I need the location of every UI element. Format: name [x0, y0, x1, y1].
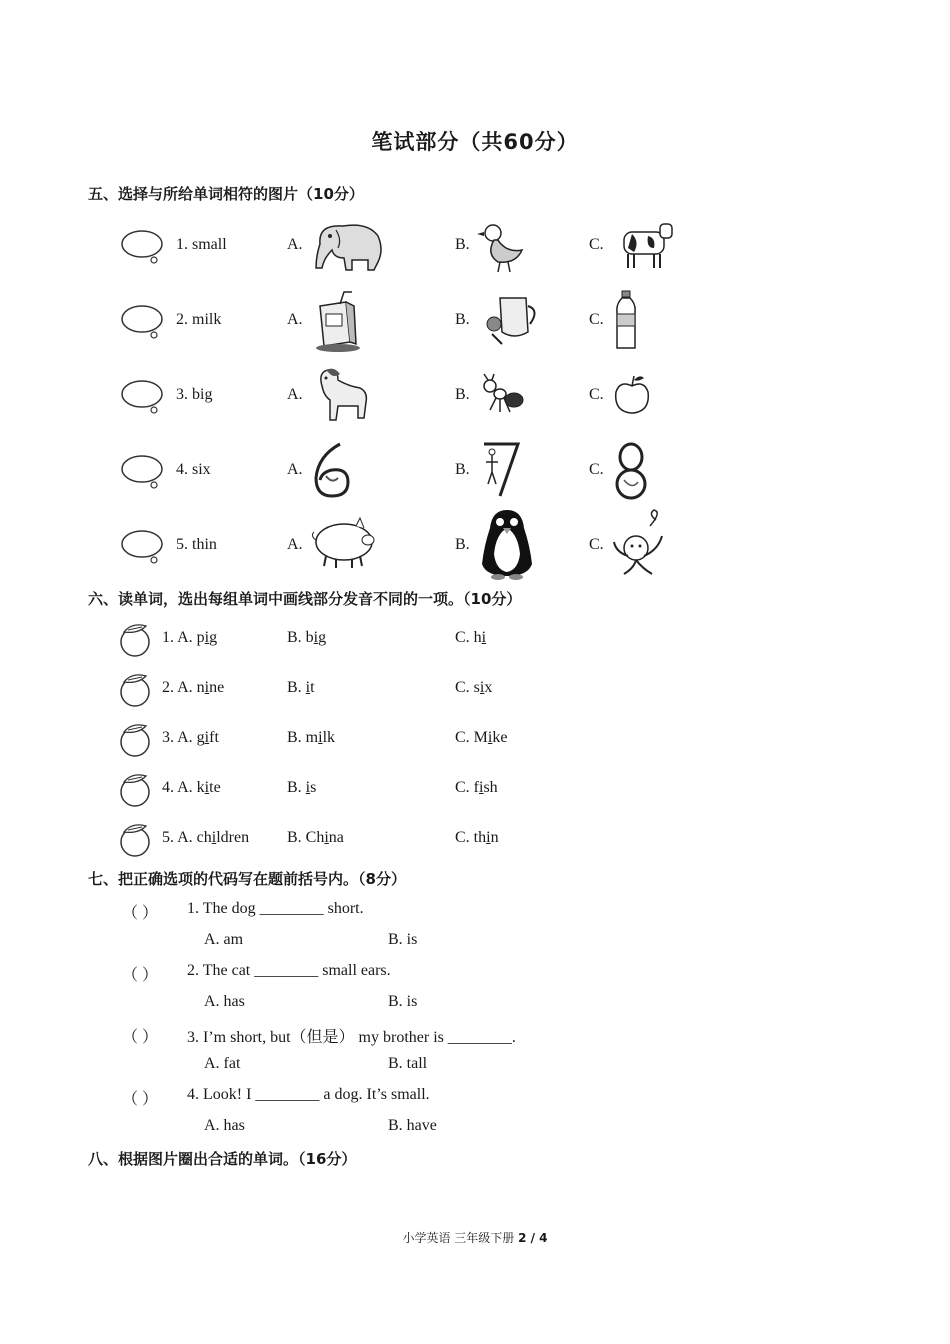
answer-paren[interactable]: （ ） — [122, 1091, 159, 1108]
answer-bubble-icon[interactable] — [120, 454, 168, 490]
apple-icon[interactable] — [612, 374, 652, 416]
s5-word-1: 1. small — [176, 236, 227, 253]
s5-option-a-label: A. — [287, 536, 303, 553]
s5-option-a-label: A. — [287, 461, 303, 478]
apple-answer-icon[interactable] — [116, 670, 154, 708]
s6-opt-b: B. is — [287, 779, 317, 796]
question-text: 1. The dog ________ short. — [187, 900, 364, 917]
penguin-icon[interactable] — [476, 506, 538, 580]
s6-opt-b: B. it — [287, 679, 315, 696]
number-7-icon[interactable] — [478, 438, 524, 500]
option-a: A. has — [204, 1117, 245, 1134]
page-number: 2 / 4 — [518, 1231, 548, 1245]
jug-icon[interactable] — [480, 292, 544, 348]
s5-word-2: 2. milk — [176, 311, 222, 328]
s5-option-b-label: B. — [455, 536, 470, 553]
number-8-icon[interactable] — [612, 440, 650, 502]
s6-opt-a: 3. A. gift — [162, 729, 219, 746]
water-bottle-icon[interactable] — [614, 290, 638, 352]
cow-icon[interactable] — [614, 218, 676, 272]
s5-option-c-label: C. — [589, 236, 604, 253]
page-title: 笔试部分（共60分） — [371, 130, 579, 154]
answer-paren[interactable]: （ ） — [122, 967, 159, 984]
s6-opt-c: C. Mike — [455, 729, 508, 746]
s5-option-b-label: B. — [455, 461, 470, 478]
apple-answer-icon[interactable] — [116, 720, 154, 758]
apple-answer-icon[interactable] — [116, 620, 154, 658]
s5-option-b-label: B. — [455, 386, 470, 403]
ant-icon[interactable] — [478, 372, 526, 418]
s5-option-a-label: A. — [287, 311, 303, 328]
option-b: B. is — [388, 993, 418, 1010]
s6-opt-a: 5. A. children — [162, 829, 250, 846]
apple-answer-icon[interactable] — [116, 820, 154, 858]
s6-opt-b: B. big — [287, 629, 327, 646]
answer-bubble-icon[interactable] — [120, 379, 168, 415]
section-7-heading: 七、把正确选项的代码写在题前括号内。（8分） — [88, 870, 406, 888]
horse-icon[interactable] — [308, 364, 372, 424]
apple-answer-icon[interactable] — [116, 770, 154, 808]
s6-opt-c: C. fish — [455, 779, 498, 796]
footer-subject: 小学英语 三年级下册 — [402, 1231, 519, 1245]
number-6-icon[interactable] — [308, 440, 354, 502]
s6-opt-c: C. hi — [455, 629, 487, 646]
s5-option-c-label: C. — [589, 461, 604, 478]
question-text: 4. Look! I ________ a dog. It’s small. — [187, 1086, 430, 1103]
s6-opt-c: C. six — [455, 679, 493, 696]
s5-option-b-label: B. — [455, 236, 470, 253]
s5-word-4: 4. six — [176, 461, 211, 478]
option-b: B. tall — [388, 1055, 428, 1072]
duck-icon[interactable] — [476, 218, 526, 274]
monkey-icon[interactable] — [610, 506, 670, 580]
option-a: A. has — [204, 993, 245, 1010]
question-text: 2. The cat ________ small ears. — [187, 962, 391, 979]
s6-opt-b: B. China — [287, 829, 344, 846]
s5-option-a-label: A. — [287, 236, 303, 253]
s5-option-c-label: C. — [589, 386, 604, 403]
s6-opt-b: B. milk — [287, 729, 336, 746]
s6-opt-a: 4. A. kite — [162, 779, 221, 796]
s6-opt-c: C. thin — [455, 829, 499, 846]
s5-word-5: 5. thin — [176, 536, 217, 553]
elephant-icon[interactable] — [308, 214, 390, 272]
s5-word-3: 3. big — [176, 386, 213, 403]
answer-paren[interactable]: （ ） — [122, 1029, 159, 1046]
option-a: A. am — [204, 931, 244, 948]
answer-bubble-icon[interactable] — [120, 304, 168, 340]
juice-box-icon[interactable] — [310, 290, 360, 352]
answer-bubble-icon[interactable] — [120, 229, 168, 265]
section-8-heading: 八、根据图片圈出合适的单词。（16分） — [88, 1150, 357, 1168]
s6-opt-a: 2. A. nine — [162, 679, 225, 696]
answer-paren[interactable]: （ ） — [122, 905, 159, 922]
s5-option-a-label: A. — [287, 386, 303, 403]
option-b: B. is — [388, 931, 418, 948]
answer-bubble-icon[interactable] — [120, 529, 168, 565]
section-6-heading: 六、读单词，选出每组单词中画线部分发音不同的一项。（10分） — [88, 590, 522, 608]
s5-option-b-label: B. — [455, 311, 470, 328]
s5-option-c-label: C. — [589, 311, 604, 328]
s5-option-c-label: C. — [589, 536, 604, 553]
page-footer — [0, 1229, 950, 1246]
option-a: A. fat — [204, 1055, 241, 1072]
question-text: 3. I’m short, but（但是） my brother is ________. — [187, 1029, 516, 1046]
pig-icon[interactable] — [308, 516, 378, 570]
s6-opt-a: 1. A. pig — [162, 629, 218, 646]
option-b: B. have — [388, 1117, 437, 1134]
section-5-heading: 五、选择与所给单词相符的图片（10分） — [88, 185, 364, 203]
